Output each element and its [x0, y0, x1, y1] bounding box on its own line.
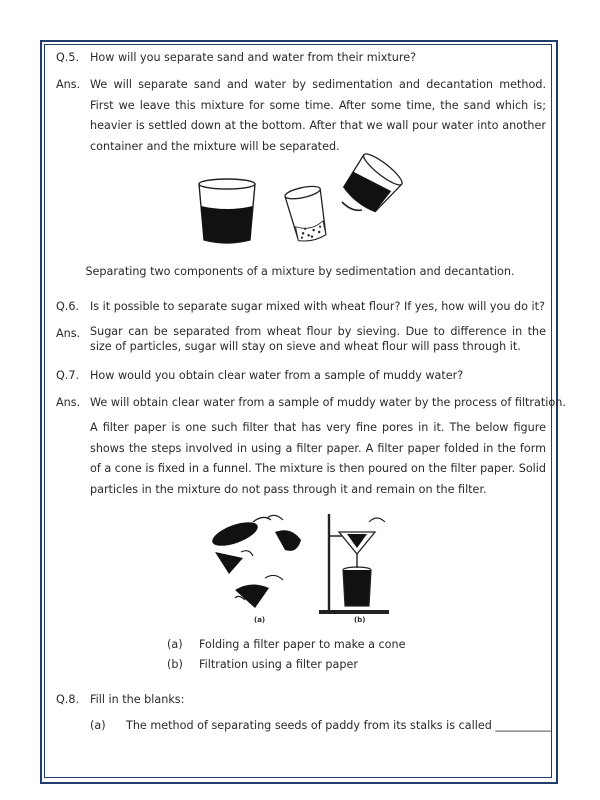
q6-label: Q.6.	[56, 300, 80, 313]
q7-question: How would you obtain clear water from a sample of muddy water?	[90, 369, 464, 382]
q7-label: Q.7.	[56, 369, 80, 382]
q5-ans-label: Ans.	[56, 78, 81, 91]
q7-answer-detail: A filter paper is one such filter that has very fine pores in it. The below figure shows the steps involved in using a filter paper. A filter paper folded in the form of a cone is fixed in a funnel. The mixture is then poured on the filter paper. Solid particles in the mixture do not pass through it and remain on the filter.	[90, 421, 546, 496]
q7-ans-label: Ans.	[56, 396, 81, 409]
figure-b-label: (b)	[354, 616, 366, 624]
q8-item-mark: (a)	[90, 719, 106, 732]
q8-question: Fill in the blanks:	[90, 693, 185, 706]
q5-label: Q.5.	[56, 51, 80, 64]
filter-paper-illustration	[205, 508, 405, 628]
q6-answer: Sugar can be separated from wheat flour by sieving. Due to difference in the size of particles, sugar will stay on sieve and wheat flour will pass through it.	[90, 325, 546, 353]
q5-answer: We will separate sand and water by sedimentation and decantation method. First we leave this mixture for some time. After some time, the sand which is; heavier is settled down at the bottom. After that we wall pour water into another container and the mixture will be separated.	[90, 78, 546, 153]
q7-answer: We will obtain clear water from a sample of muddy water by the process of filtration.	[90, 396, 566, 409]
q5-figure-caption: Separating two components of a mixture by sedimentation and decantation.	[85, 265, 515, 278]
caption-a-mark: (a)	[167, 638, 183, 651]
q6-ans-label: Ans.	[56, 327, 81, 340]
figure-a-label: (a)	[254, 616, 266, 624]
q8-label: Q.8.	[56, 693, 80, 706]
caption-b-mark: (b)	[167, 658, 183, 671]
sedimentation-decantation-illustration	[190, 160, 420, 260]
caption-a-text: Folding a filter paper to make a cone	[199, 638, 406, 651]
q5-question: How will you separate sand and water from their mixture?	[90, 51, 417, 64]
caption-b-text: Filtration using a filter paper	[199, 658, 358, 671]
q6-question: Is it possible to separate sugar mixed with wheat flour? If yes, how will you do it?	[90, 300, 545, 313]
q8-item-text: The method of separating seeds of paddy from its stalks is called __________ .	[126, 719, 559, 732]
